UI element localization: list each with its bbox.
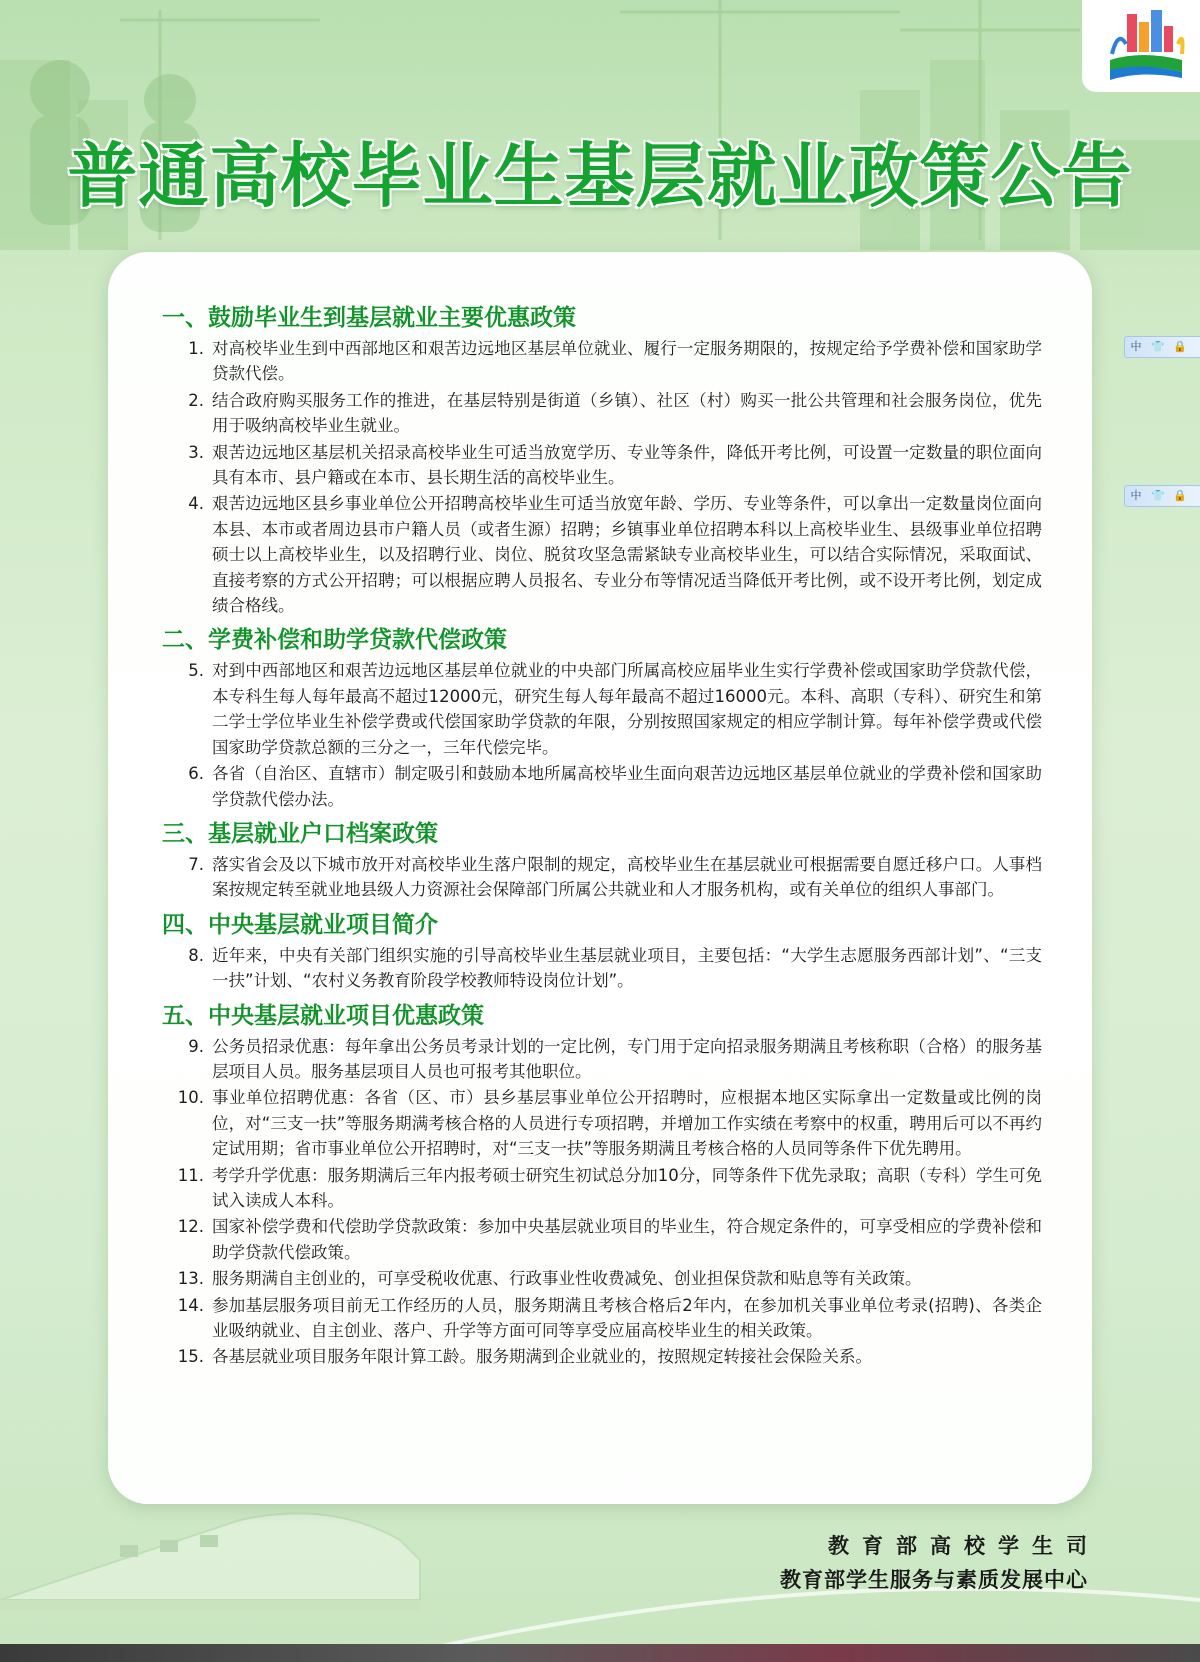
policy-section — [162, 818, 1042, 903]
policy-item — [162, 1034, 1042, 1085]
lock-icon: 🔒 — [1173, 340, 1187, 353]
item-text: 艰苦边远地区县乡事业单位公开招聘高校毕业生可适当放宽年龄、学历、专业等条件，可以拿出一定数量岗位面向本县、本市或者周边县市户籍人员（或者生源）招聘；乡镇事业单位招聘本科以上高校毕业生、县级事业单位招聘硕士以上高校毕业生，以及招聘行业、岗位、脱贫攻坚急需紧缺专业高校毕业生，可以结合实际情况，采取面试、直接考察的方式公开招聘；可以根据应聘人员报名、专业分布等情况适当降低开考比例，或不设开考比例，划定成绩合格线。 — [212, 494, 1042, 616]
item-number: 6. — [188, 764, 204, 784]
logo-badge — [1082, 0, 1200, 92]
section-title: 五、中央基层就业项目优惠政策 — [162, 1002, 484, 1029]
item-text: 落实省会及以下城市放开对高校毕业生落户限制的规定，高校毕业生在基层就业可根据需要自愿迁移户口。人事档案按规定转至就业地县级人力资源社会保障部门所属公共就业和人才服务机构，或有关单位的组织人事部门。 — [212, 854, 1042, 900]
policy-item — [162, 852, 1042, 903]
section-title: 三、基层就业户口档案政策 — [162, 820, 438, 847]
footer-issuer-1: 教育部高校学生司 — [828, 1534, 1100, 1558]
item-number: 7. — [188, 854, 204, 874]
chinese-char-icon: 中 — [1130, 489, 1142, 502]
item-number: 1. — [188, 339, 204, 358]
policy-item — [162, 1085, 1042, 1161]
shirt-icon: 👕 — [1151, 340, 1165, 353]
item-number: 10. — [177, 1088, 204, 1108]
item-number: 4. — [188, 494, 204, 514]
item-text: 近年来，中央有关部门组织实施的引导高校毕业生基层就业项目，主要包括：“大学生志愿服务西部计划”、“三支一扶”计划、“农村义务教育阶段学校教师特设岗位计划”。 — [212, 945, 1042, 991]
policy-section — [162, 909, 1042, 994]
policy-item — [162, 388, 1042, 439]
section-title: 一、鼓励毕业生到基层就业主要优惠政策 — [162, 305, 576, 331]
item-text: 服务期满自主创业的，可享受税收优惠、行政事业性收费减免、创业担保贷款和贴息等有关政策。 — [212, 1269, 922, 1289]
item-text: 结合政府购买服务工作的推进，在基层特别是街道（乡镇）、社区（村）购买一批公共管理和社会服务岗位，优先用于吸纳高校毕业生就业。 — [212, 390, 1042, 436]
item-number: 14. — [177, 1295, 204, 1315]
item-number: 11. — [177, 1165, 204, 1185]
item-number: 13. — [177, 1269, 204, 1289]
section-title: 四、中央基层就业项目简介 — [162, 911, 438, 938]
item-number: 8. — [188, 945, 204, 965]
footer-issuer-2: 教育部学生服务与素质发展中心 — [780, 1568, 1088, 1592]
city-logo-icon — [1082, 0, 1200, 92]
bottom-strip — [0, 1644, 1200, 1662]
policy-item — [162, 1293, 1042, 1344]
policy-item — [162, 336, 1042, 387]
policy-item — [162, 658, 1042, 760]
side-widget-1[interactable] — [1124, 336, 1200, 358]
policy-section — [162, 1000, 1042, 1370]
policy-item — [162, 1214, 1042, 1265]
item-text: 公务员招录优惠：每年拿出公务员考录计划的一定比例，专门用于定向招录服务期满且考核称职（合格）的服务基层项目人员。服务基层项目人员也可报考其他职位。 — [212, 1036, 1042, 1081]
policy-item — [162, 1266, 1042, 1291]
policy-item — [162, 761, 1042, 812]
item-number: 9. — [188, 1036, 204, 1056]
policy-item — [162, 491, 1042, 618]
item-text: 对高校毕业生到中西部地区和艰苦边远地区基层单位就业、履行一定服务期限的，按规定给予学费补偿和国家助学贷款代偿。 — [212, 339, 1042, 384]
item-text: 各基层就业项目服务年限计算工龄。服务期满到企业就业的，按照规定转接社会保险关系。 — [212, 1347, 872, 1367]
policy-item — [162, 943, 1042, 994]
policy-content — [162, 302, 1042, 1376]
item-number: 2. — [188, 390, 204, 410]
shirt-icon: 👕 — [1151, 489, 1165, 502]
lock-icon: 🔒 — [1173, 489, 1187, 502]
item-number: 3. — [188, 442, 204, 462]
item-text: 国家补偿学费和代偿助学贷款政策：参加中央基层就业项目的毕业生，符合规定条件的，可享受相应的学费补偿和助学贷款代偿政策。 — [212, 1217, 1042, 1262]
item-text: 对到中西部地区和艰苦边远地区基层单位就业的中央部门所属高校应届毕业生实行学费补偿或国家助学贷款代偿，本专科生每人每年最高不超过12000元，研究生每人每年最高不超过16000元。本科、高职（专科）、研究生和第二学士学位毕业生补偿学费或代偿国家助学贷款的年限，分别按照国家规定的相应学制计算。每年补偿学费或代偿国家助学贷款总额的三分之一，三年代偿完毕。 — [212, 661, 1042, 757]
section-title: 二、学费补偿和助学贷款代偿政策 — [162, 627, 507, 654]
policy-item — [162, 440, 1042, 491]
policy-item — [162, 1163, 1042, 1214]
item-text: 艰苦边远地区基层机关招录高校毕业生可适当放宽学历、专业等条件，降低开考比例，可设置一定数量的职位面向具有本市、县户籍或在本市、县长期生活的高校毕业生。 — [212, 442, 1042, 488]
item-text: 参加基层服务项目前无工作经历的人员，服务期满且考核合格后2年内，在参加机关事业单位考录(招聘)、各类企业吸纳就业、自主创业、落户、升学等方面可同等享受应届高校毕业生的相关政策。 — [212, 1295, 1042, 1340]
item-number: 5. — [188, 661, 204, 681]
item-text: 各省（自治区、直辖市）制定吸引和鼓励本地所属高校毕业生面向艰苦边远地区基层单位就业的学费补偿和国家助学贷款代偿办法。 — [212, 764, 1042, 809]
policy-item — [162, 1344, 1042, 1369]
policy-section — [162, 624, 1042, 811]
policy-section — [162, 302, 1042, 618]
poster-title: 普通高校毕业生基层就业政策公告 — [67, 135, 1133, 217]
item-text: 考学升学优惠：服务期满后三年内报考硕士研究生初试总分加10分，同等条件下优先录取；高职（专科）学生可免试入读成人本科。 — [212, 1165, 1042, 1210]
item-text: 事业单位招聘优惠：各省（区、市）县乡基层事业单位公开招聘时，应根据本地区实际拿出一定数量或比例的岗位，对“三支一扶”等服务期满考核合格的人员进行专项招聘，并增加工作实绩在考察中的权重，聘用后可以不再约定试用期；省市事业单位公开招聘时，对“三支一扶”等服务期满且考核合格的人员同等条件下优先聘用。 — [212, 1088, 1042, 1159]
item-number: 12. — [177, 1217, 204, 1237]
chinese-char-icon: 中 — [1130, 340, 1142, 353]
policy-card — [108, 252, 1092, 1504]
item-number: 15. — [177, 1347, 204, 1367]
side-widget-2[interactable] — [1124, 485, 1200, 507]
